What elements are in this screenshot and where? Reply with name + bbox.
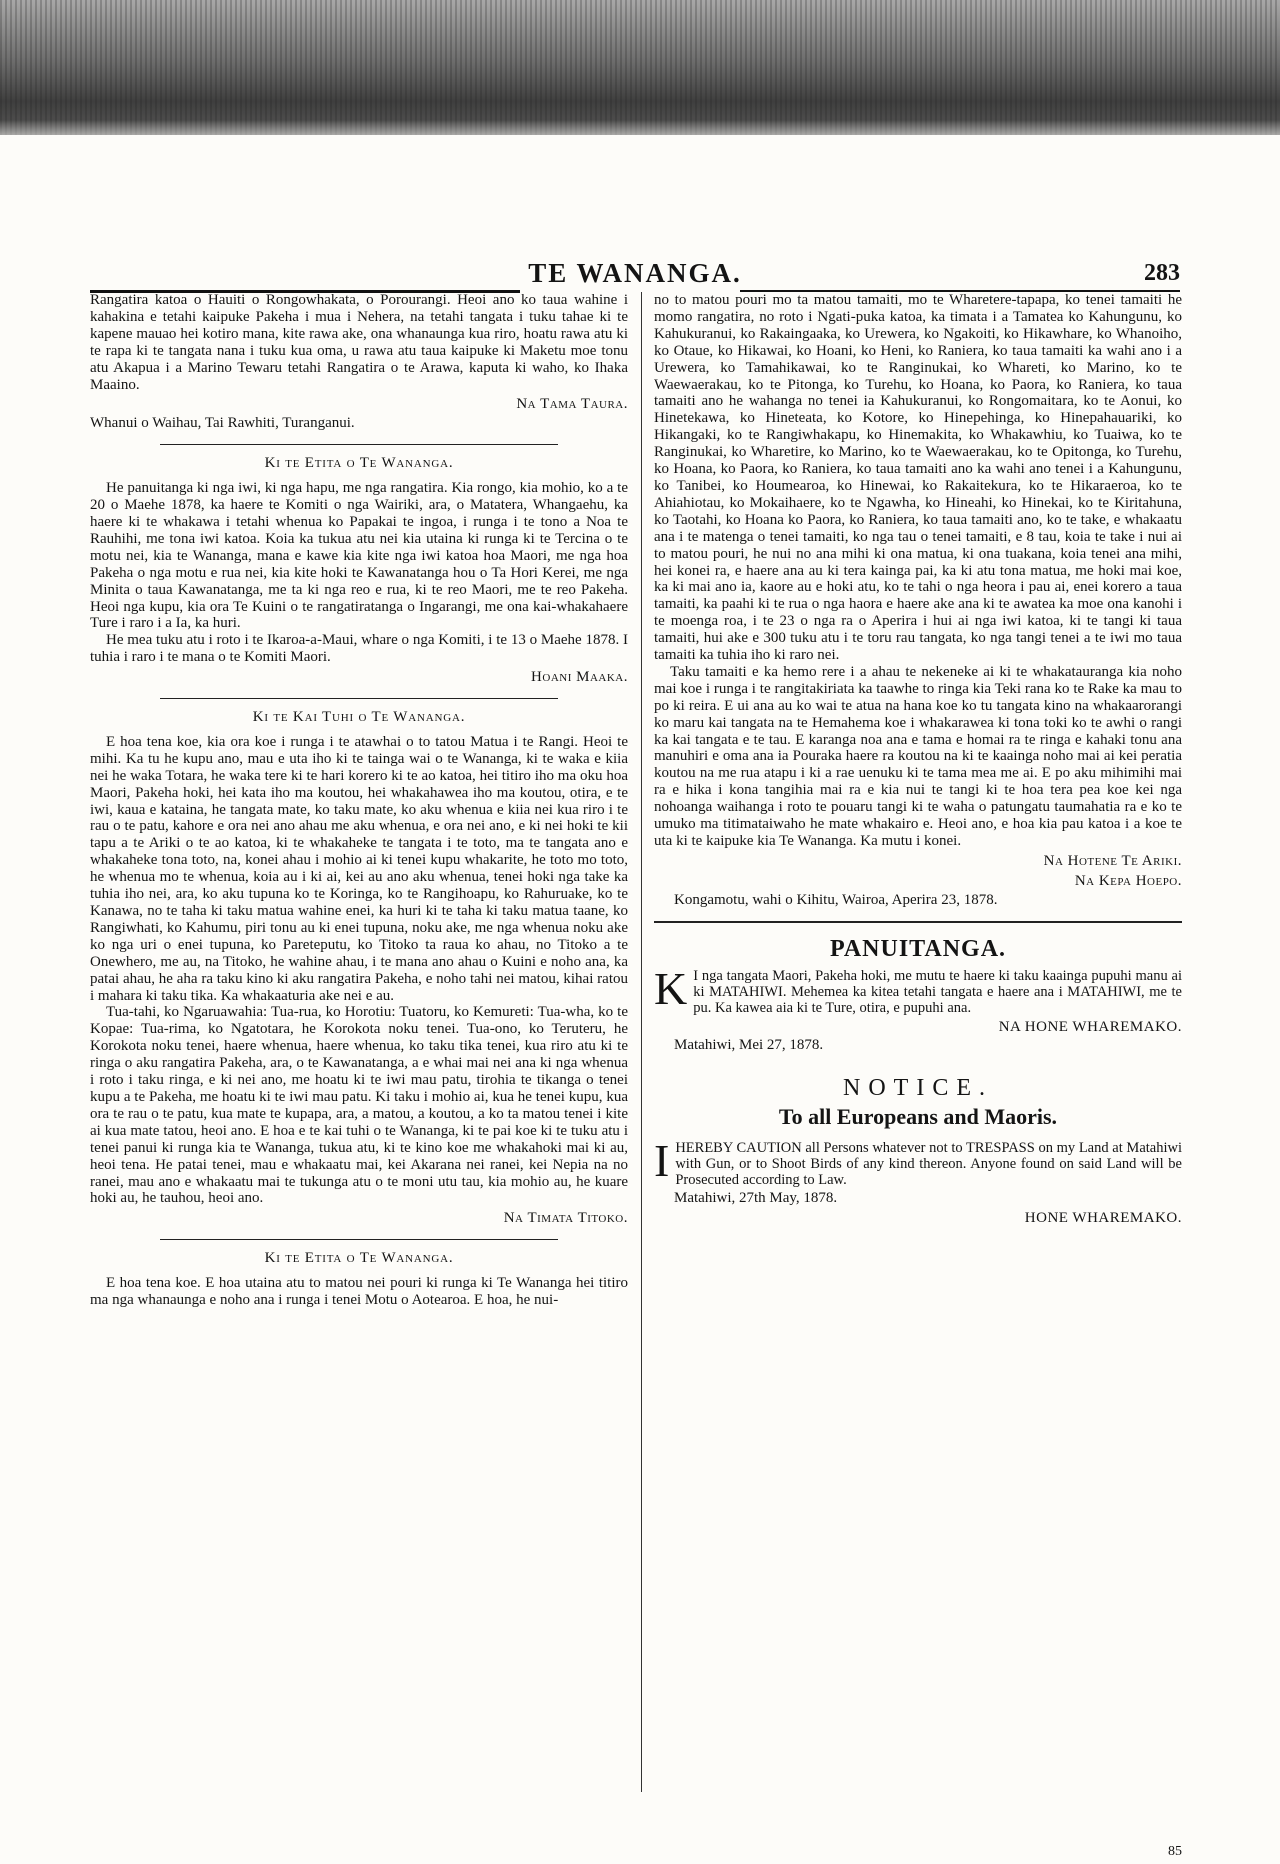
intro-paragraph: Rangatira katoa o Hauiti o Rongowhakata, o Porourangi. Heoi ano ko taua wahine i kahakina e tetahi kaipuke Pakeha i mua i Nehera, na tetahi tangata i tuku tahae ki te kapene mauao hei kotiro mana, kite rawa ake, ona whanaunga kua riro, hoatu rawa atu ki te rapa ki te tangata nana i tuku kua oma, u rawa atu taua kaipuke ki Maketu moe tonu atu Akapua i a Marino Tewaru tetahi Rangatira o te Arawa, kaputa ki waho, ko Ihaka Maaino. [90, 292, 628, 393]
notice-signature: HONE WHAREMAKO. [1024, 1210, 1182, 1227]
letter-1-title: Ki te Etita o Te Wananga. [264, 455, 454, 472]
letter-2-title: Ki te Kai Tuhi o Te Wananga. [252, 709, 466, 726]
section-rule [160, 444, 558, 445]
notice-body: HEREBY CAUTION all Persons whatever not to TRESPASS on my Land at Matahiwi with Gun, or to Shoot Birds of any kind thereon. Anyone found on said Land will be Prosecuted according to Law. [675, 1140, 1182, 1189]
intro-signature: Na Tama Taura. [516, 396, 628, 413]
scanned-page-edge-noise [0, 0, 1280, 135]
letter-2-signature: Na Timata Titoko. [503, 1210, 628, 1227]
section-rule [160, 1239, 558, 1240]
panuitanga-body: I nga tangata Maori, Pakeha hoki, me mutu te haere ki taku kaainga pupuhi manu ai ki MATAHIWI. Mehemea ka kitea tetahi tangata e haere ana i MATAHIWI, me te pu. Ka kawea aia ki te Ture, otira, e pupuhi ana. [693, 967, 1182, 1016]
notice-ad [654, 1135, 1182, 1189]
page-header [90, 258, 1180, 288]
notice-heading: NOTICE. [843, 1075, 993, 1102]
panuitanga-heading: PANUITANGA. [829, 935, 1007, 962]
section-rule [160, 698, 558, 699]
notice-dropcap: I [654, 1135, 670, 1187]
notice-date: Matahiwi, 27th May, 1878. [674, 1190, 838, 1207]
intro-place: Whanui o Waihau, Tai Rawhiti, Turanganui. [90, 415, 355, 432]
section-rule [654, 921, 1182, 923]
footer-number: 85 [1168, 1844, 1182, 1859]
lament-signature-1: Na Hotene Te Ariki. [1043, 852, 1182, 869]
scan-noise-fade [0, 120, 1280, 150]
lament-text: Taku tamaiti e ka hemo rere i a ahau te nekeneke ai ki te whakatauranga kia noho mai koe i runga i te rangitakiriata ka taawhe to ringa kia Teki rana ko te Rake ka mau to po ki reira. E ui ana au ko wai te atua na hana koe ko tu tangata kino na whakaarorangi ko maru kai tangata na te Hemahema koe i whakarawea ki tona toki ko te awhi o rangi ka kai tangata e te tau. E karanga noa ana e tama e homai ra te ringa e kahaki tonu ana manuhiri e oma ana ia Pouraka haere ra koutou na ki te kaainga noho mai ai kei peratia koutou na me rua atapu i ki a rae uenuku ki te tama mea me ai. E po aku mihimihi mai ra e hika i kona tangihia mai ra e kia nui te tangi ki te hoa tera pea koe kei nga nohoanga waihanga i roto te pouaru tangi ki te waha o patungatu taumahatia ra e ko te umuko ma titimataiwaho he mate whakairo e. Heoi ano, e hoa kia pau katoa i a koe te uta ki te kaipuke kia Te Wananga. Ka mutu i konei. [654, 663, 1182, 849]
left-column [90, 292, 628, 1812]
letter-3-title: Ki te Etita o Te Wananga. [264, 1250, 454, 1267]
lament-date: Kongamotu, wahi o Kihitu, Wairoa, Aperira 23, 1878. [674, 891, 998, 908]
letter-1-signature: Hoani Maaka. [531, 669, 628, 686]
right-column [654, 292, 1182, 1832]
letter-1-body: He panuitanga ki nga iwi, ki nga hapu, me nga rangatira. Kia rongo, kia mohio, ko a te 20 o Maehe 1878, ka haere te Komiti o nga Wairiki, ara, o Matatera, Whangaehu, ka haere ki te whakawa i tetahi whenua ko Papakai te ingoa, i runga i te tono a Noa te Rauhihi, me tona iwi katoa. Koia ka tukua atu nei kia utaina ki runga ki te Tercina o te motu nei, kia te Wananga, mana e kawe kia kite nga iwi katoa hoa Maori, me nga hoa Pakeha o nga motu e rua nei, kia kite hoki te Kawanatanga hou o Ta Hori Kerei, me nga Minita o taua Kawanatanga, me ta ki nga reo e rua, ki te reo Maori, me te reo Pakeha. Heoi nga kupu, kia ora Te Kuini o te rangatiratanga o Ingarangi, me ona kai-whakahaere Ture i raro i a Ia, ka huri. [90, 480, 628, 632]
lament-signature-2: Na Kepa Hoepo. [1074, 872, 1182, 889]
panuitanga-signature: NA HONE WHAREMAKO. [998, 1018, 1182, 1035]
notice-subheading: To all Europeans and Maoris. [778, 1104, 1058, 1130]
letter-1-body-2: He mea tuku atu i roto i te Ikaroa-a-Maui, whare o nga Komiti, i te 13 o Maehe 1878. I tuhia i raro i te mana o te Komiti Maori. [90, 632, 628, 666]
letter-3-continued: no to matou pouri mo ta matou tamaiti, mo te Wharetere-tapapa, ko tenei tamaiti he momo rangatira, no roto i Ngati-puka katoa, ka timata i a Tamatea ko Kahungunu, ko Kahukuranui, ko Rakaingaaka, ko Urewera, ko Ngakoiti, ko Hikawhare, ko Whanoiho, ko Otaue, ko Hikawai, ko Hoani, ko Heni, ko Raniera, ko taua tamaiti ka wahi ano i a Urewera, ko Tamahikawai, ko te Ranginukai, ko Whareti, ko Marino, ko te Waewaerakau, ko te Pitonga, ko Turehu, ko Hoana, ko Paora, ko Raniera, ko taua tamaiti ano he wahanga no tenei ia Kahukuranui, ko Rongomaitara, ko te Aonui, ko Hinetekawa, ko Hineteata, ko Kotore, ko Hinepehinga, ko Hinepahauariki, ko Hikangaki, ko te Rangiwhakapu, ko Hinemakita, ko Whakawhiu, ko Tuaiwa, ko te Ranginukai, ko Wharetire, ko Marino, ko te Waewaerakau, ko te Opitonga, ko Turehu, ko Hoana, ko Paora, ko Raniera, ko taua tamaiti ano ka wahi ano tenei i a Kahungunu, ko Tanibei, ko Houmearoa, ko Hinewai, ko Rakaitekura, ko te Hikaraeroa, ko te Ahiahiotau, ko Mokaihaere, ko te Ngawha, ko Hineahi, ko Hinekai, ko te Kiritahuna, ko Taotahi, ko Hoana ko Paora, ko Raniera, ko taua tamaiti ano, ko te take, e whakaatu ana i te matenga o tenei tamaiti, ko nga tau o tenei tamaiti, e 8 tau, koia te take i nui ai to matou pouri, he nui no ana mihi ki ona matua, ki ona tuakana, koia tenei ana mihi, hei konei ra, e haere ana au ki tera kainga pai, ka ki atu tona matua, me hoki mai koe, ka ki mai ano ia, kaore au e hoki atu, ko te tahi o nga heora i pau ai, enei korero a taua tamaiti, ka paahi ki te rua o nga haora e haere ake ana ki te awatea ka moe ona kanohi i te moenga roa, i te 23 o nga ra o Aperira i hui ai nga iwi katoa, ki te tangi ki taua tamaiti, hui ake e 300 tuku atu i te toru rau tangata, ko nga tangi tenei a te iwi mo taua tamaiti ka tuhia iho ki raro nei. [654, 292, 1182, 664]
letter-2-body-2: Tua-tahi, ko Ngaruawahia: Tua-rua, ko Horotiu: Tuatoru, ko Kemureti: Tua-wha, ko te Kopae: Tua-rima, ko Ngatotara, he Korokota noku tenei. Tua-ono, ko Teruteru, he Korokota noku tenei, haere whenua, haere whenua, ko taku tika tenei, kua riro atu ki te ringa o aku rangatira Pakeha, ara, o te Kawanatanga, a e whai mai nei ana ki nga whenua i roto i taku ringa, e ki nei ano, me hoatu ki te iwi mau patu, tirohia te tikanga o tenei kupu a te Pakeha, me hoatu ki te iwi mau patu. Ki taku i mohio ai, kua he tenei kupu, kua ora te rau o te patu, kua mate te kupapa, ara, a matou, a koutou, a ko ta matou tenei i kite ai kua mate tatou, heoi ano. E hoa e te kai tuhi o te Wananga, ki te pai koe ki te tuku atu i tenei panui ki runga kia te Wananga, tukua atu, ki te kino koe me whakahoki mai ki au, heoi tena. He patai tenei, mau e whakaatu mai, kei Akarana nei ranei, kei Nepia na no ranei, mau ano e whakaatu mai te tukunga atu o te moni utu tau, kia mohio au, he kuare hoki au, he tauhou, heoi ano. [90, 1004, 628, 1207]
panuitanga-ad [654, 962, 1182, 1016]
letter-2-body: E hoa tena koe, kia ora koe i runga i te atawhai o to tatou Matua i te Rangi. Heoi te mihi. Ka tu he kupu ano, mau e uta iho ki te tainga wai o te Wananga, ki te waka e kiia nei he waka Totara, he waka tere ki te hari korero ki te ao katoa, hei titiro iho ma oku hoa Maori, Pakeha hoki, hei kata iho ma koutou, hei whakahawea iho ma koutou, otira, e te iwi, kaua e kataina, he tangata mate, ko taku mate, ko aku whenua e kiia nei kua riro i te rau o te patu, kahore e ora nei ano ahau me aku whenua, e ora nei ano, e ki nei hoki te kii tapu a te Ariki o te ao katoa, ki te whakaheke te tangata i te toto, ma te tangata ano e whakaheke tona toto, na, konei ahau i mohio ai ki tenei kupu whakarite, he toto mo toto, he whenua mo te whenua, koia au i ki ai, kei au ano aku whenua, tenei hoki nga take ka tuhia iho nei, ara, ko aku tupuna ko te Koringa, ko te Rangihoapu, ko Rahuruake, ko te Kanawa, no te taha ki taku matua wahine enei, ka huri ki te taha ki taku matua taane, ko Rangiwhati, ko Kahumu, piri tonu au ki enei tupuna, noku ake, me nga whenua noku ake ko nga uri o enei tupuna, ko Pareteputu, ko Titoko ta raua ko ahau, no Titoko a te Onewhero, me au, na Titoko, he wahine ahau, i te mana ano ahau o Kuini e noho ana, ka patai ahau, he aha ra taku kino ki aku rangatira Pakeha, e noho tahi nei matou, kihai ratou i mahara ki taku tika. Ka whakaaturia ake nei e au. [90, 733, 628, 1004]
page-number: 283 [1144, 260, 1180, 286]
panuitanga-date: Matahiwi, Mei 27, 1878. [674, 1037, 824, 1054]
column-divider [641, 292, 642, 1792]
masthead-title: TE WANANGA. [528, 258, 742, 288]
letter-3-body: E hoa tena koe. E hoa utaina atu to matou nei pouri ki runga ki Te Wananga hei titiro ma nga whanaunga e noho ana i runga i tenei Motu o Aotearoa. E hoa, he nui- [90, 1275, 628, 1309]
panuitanga-dropcap: K [654, 962, 688, 1014]
